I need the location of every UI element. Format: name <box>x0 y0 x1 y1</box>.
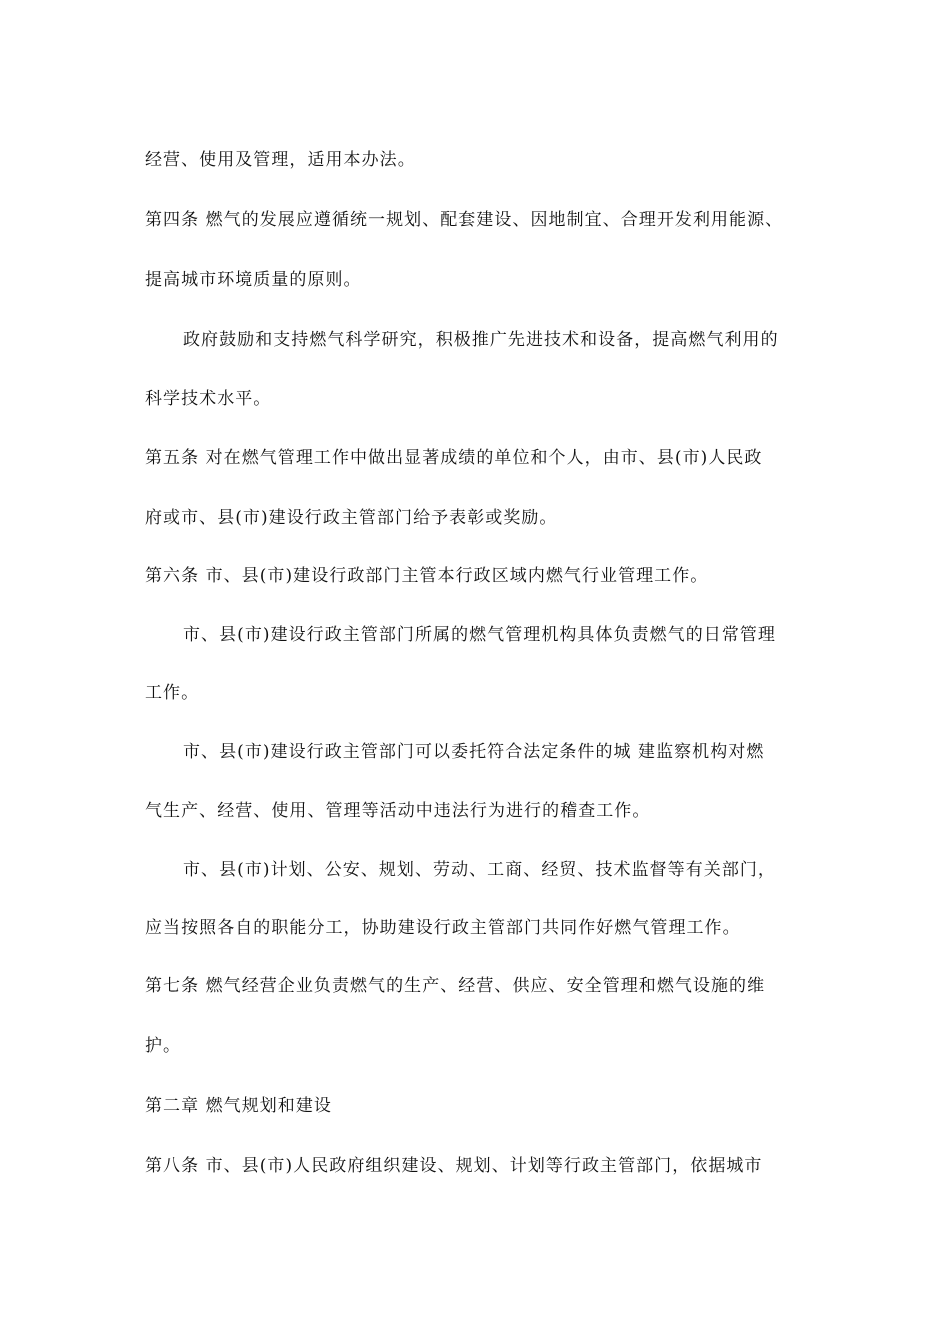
text-line: 工作。 <box>145 683 200 703</box>
article-5-line: 第五条 对在燃气管理工作中做出显著成绩的单位和个人，由市、县(市)人民政 <box>145 448 763 468</box>
text-line: 护。 <box>145 1036 182 1056</box>
text-line: 科学技术水平。 <box>145 389 272 409</box>
text-line: 气生产、经营、使用、管理等活动中违法行为进行的稽查工作。 <box>145 801 651 821</box>
article-6-line: 第六条 市、县(市)建设行政部门主管本行政区域内燃气行业管理工作。 <box>145 566 709 586</box>
text-line: 市、县(市)建设行政主管部门可以委托符合法定条件的城 建监察机构对燃 <box>183 742 765 762</box>
text-line: 市、县(市)建设行政主管部门所属的燃气管理机构具体负责燃气的日常管理 <box>183 625 776 645</box>
article-7-line: 第七条 燃气经营企业负责燃气的生产、经营、供应、安全管理和燃气设施的维 <box>145 976 766 996</box>
text-line: 经营、使用及管理，适用本办法。 <box>145 150 416 170</box>
article-4-line: 第四条 燃气的发展应遵循统一规划、配套建设、因地制宜、合理开发利用能源、 <box>145 210 784 230</box>
text-line: 市、县(市)计划、公安、规划、劳动、工商、经贸、技术监督等有关部门， <box>183 860 776 880</box>
chapter-heading: 第二章 燃气规划和建设 <box>145 1096 332 1116</box>
text-line: 政府鼓励和支持燃气科学研究，积极推广先进技术和设备，提高燃气利用的 <box>183 330 779 350</box>
text-line: 应当按照各自的职能分工，协助建设行政主管部门共同作好燃气管理工作。 <box>145 918 741 938</box>
article-8-line: 第八条 市、县(市)人民政府组织建设、规划、计划等行政主管部门，依据城市 <box>145 1156 763 1176</box>
text-line: 提高城市环境质量的原则。 <box>145 270 362 290</box>
text-line: 府或市、县(市)建设行政主管部门给予表彰或奖励。 <box>145 508 558 528</box>
